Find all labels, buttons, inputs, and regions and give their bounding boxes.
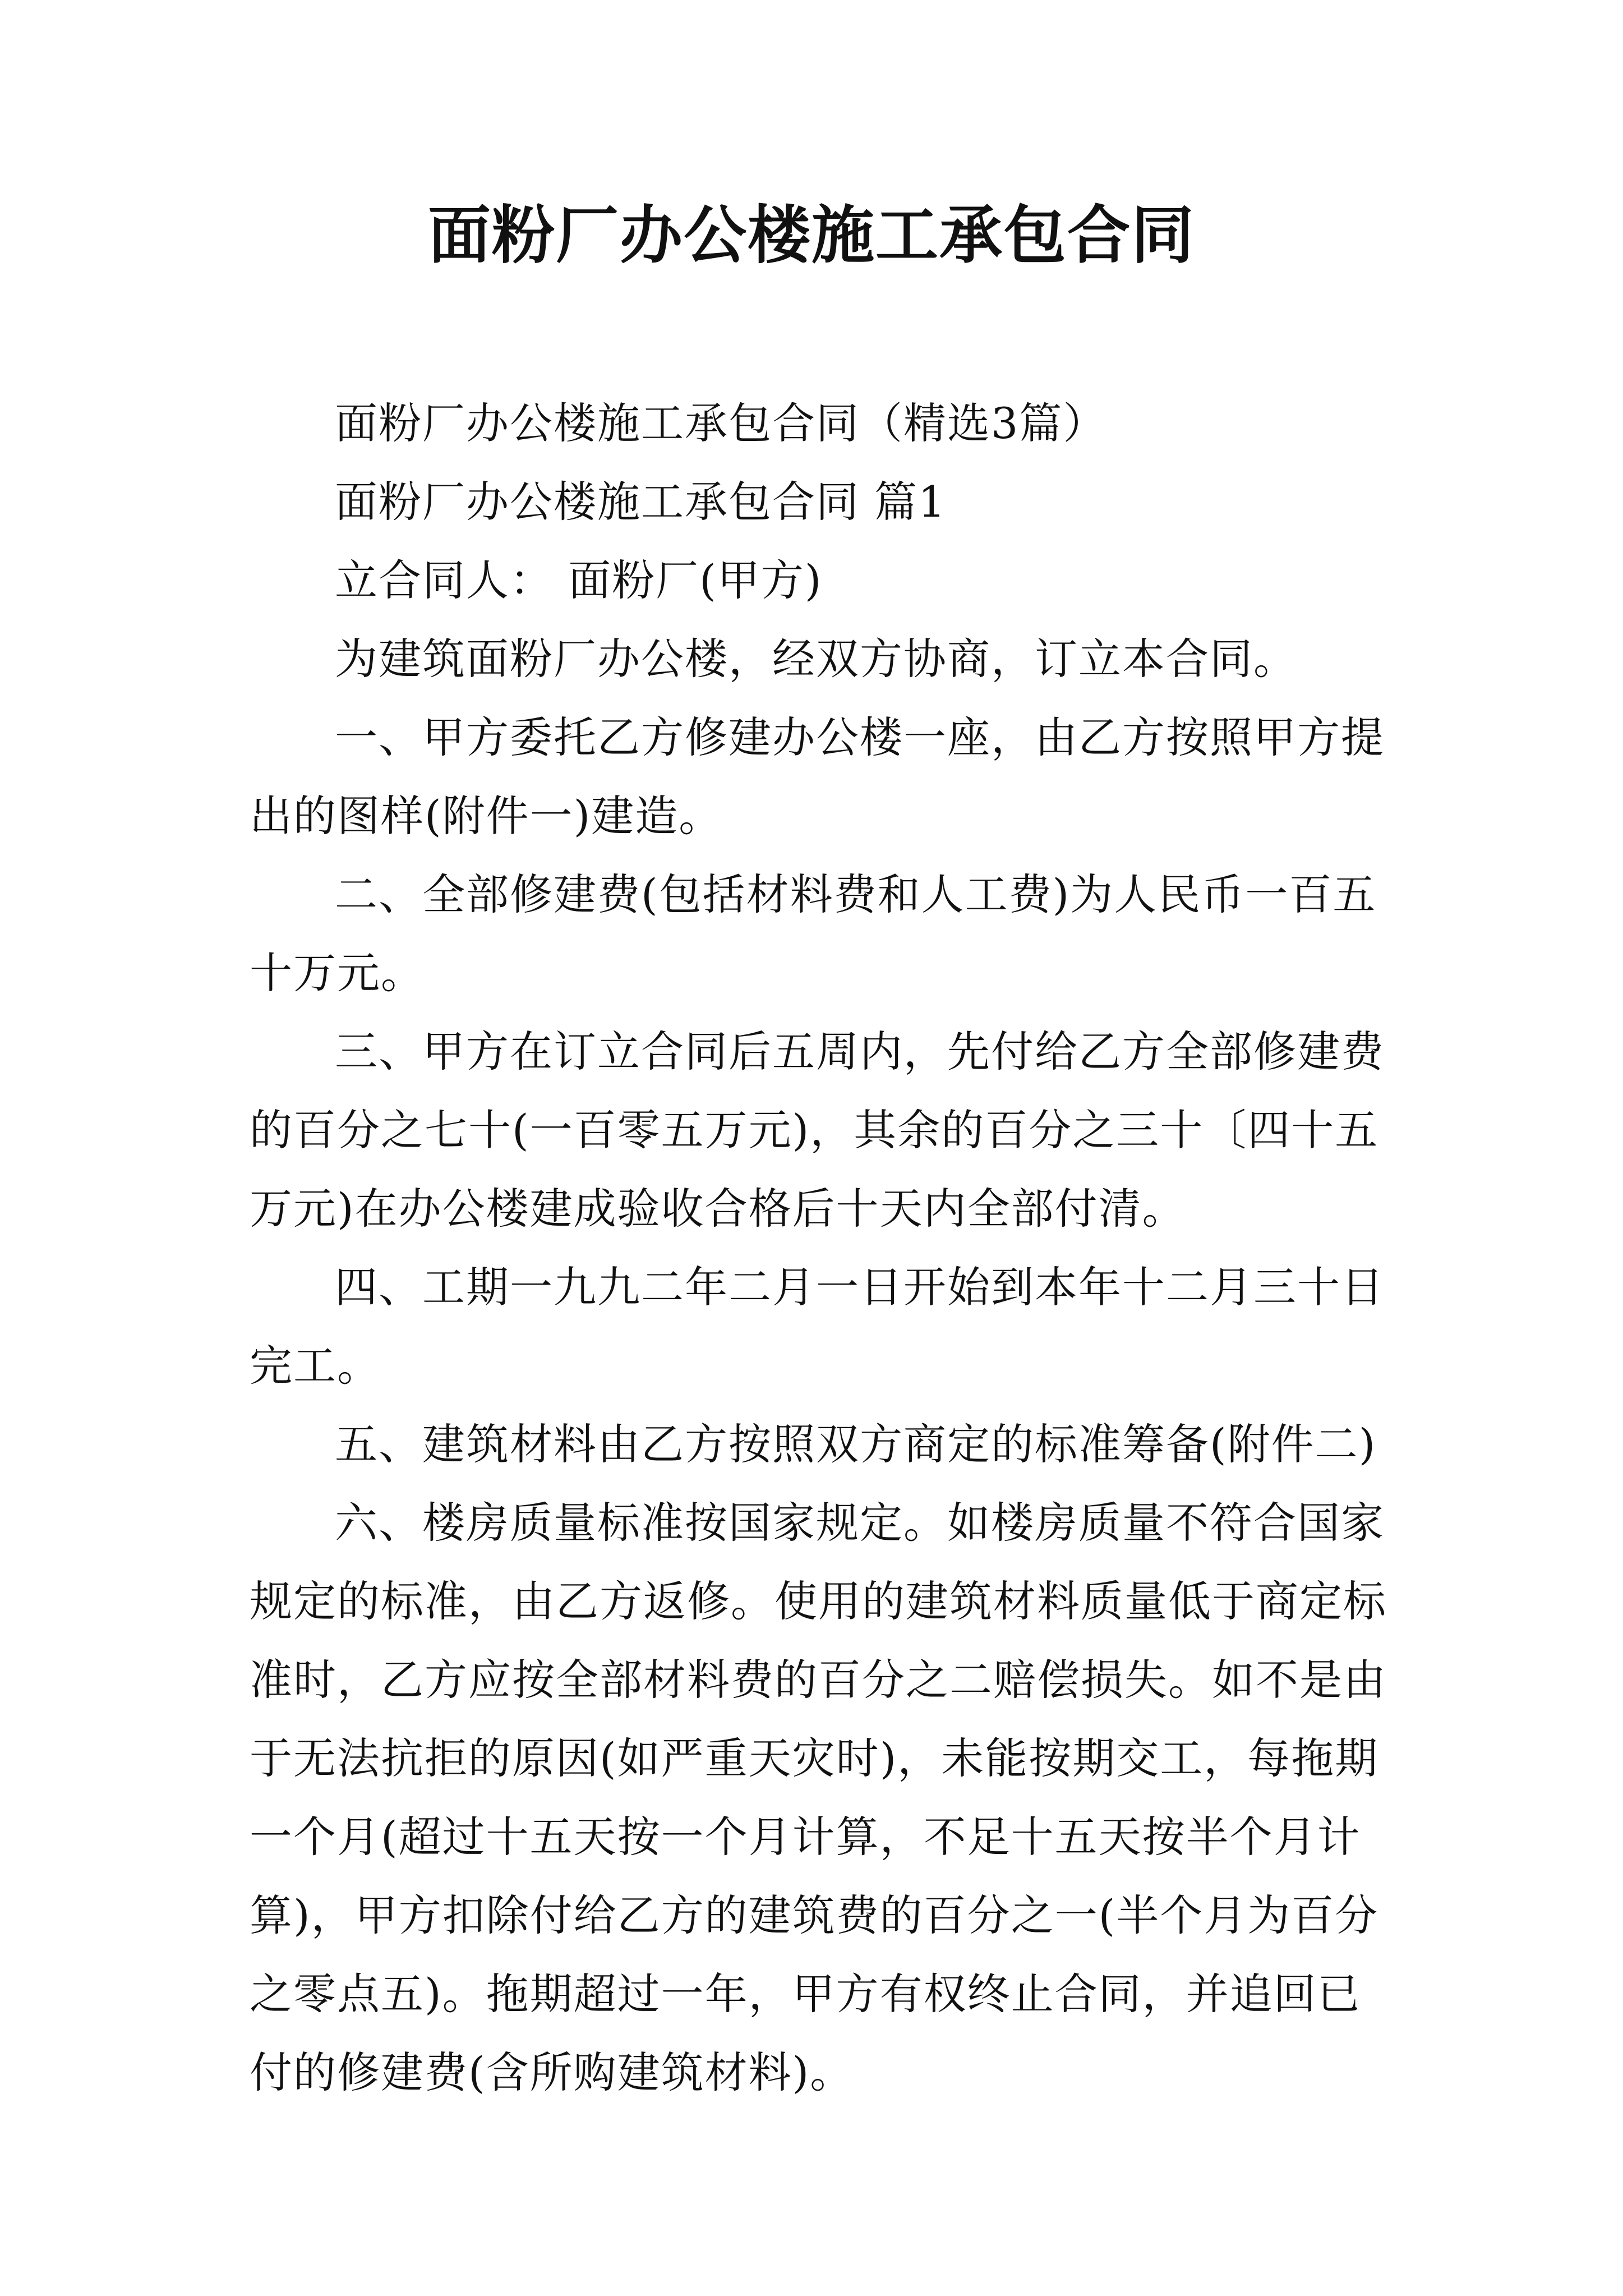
- paragraph-clause-6: 六、楼房质量标准按国家规定。如楼房质量不符合国家规定的标准，由乙方返修。使用的建筑材料质量低于商定标准时，乙方应按全部材料费的百分之二赔偿损失。如不是由于无法抗拒的原因(如严重天灾时)，未能按期交工，每拖期一个月(超过十五天按一个月计算，不足十五天按半个月计算)，甲方扣除付给乙方的建筑费的百分之一(半个月为百分之零点五)。拖期超过一年，甲方有权终止合同，并追回已付的修建费(含所购建筑材料)。: [250, 1498, 1387, 2097]
- paragraph-parties: 立合同人： 面粉厂(甲方): [335, 555, 823, 605]
- paragraph-part-heading: 面粉厂办公楼施工承包合同 篇1: [335, 477, 947, 527]
- paragraph-clause-5: 五、建筑材料由乙方按照双方商定的标准筹备(附件二): [335, 1419, 1377, 1469]
- paragraph-preamble: 为建筑面粉厂办公楼，经双方协商，订立本合同。: [335, 634, 1297, 684]
- paragraph-clause-1: 一、甲方委托乙方修建办公楼一座，由乙方按照甲方提出的图样(附件一)建造。: [250, 712, 1385, 841]
- paragraph-clause-3: 三、甲方在订立合同后五周内，先付给乙方全部修建费的百分之七十(一百零五万元)，其余的百分之三十〔四十五万元)在办公楼建成验收合格后十天内全部付清。: [250, 1027, 1385, 1234]
- paragraph-subtitle: 面粉厂办公楼施工承包合同（精选3篇）: [335, 398, 1107, 448]
- paragraph-clause-4: 四、工期一九九二年二月一日开始到本年十二月三十日完工。: [250, 1262, 1385, 1391]
- document-body: [250, 384, 1388, 2112]
- paragraph-clause-2: 二、全部修建费(包括材料费和人工费)为人民币一百五十万元。: [250, 869, 1377, 998]
- document-title: 面粉厂办公楼施工承包合同: [428, 199, 1195, 272]
